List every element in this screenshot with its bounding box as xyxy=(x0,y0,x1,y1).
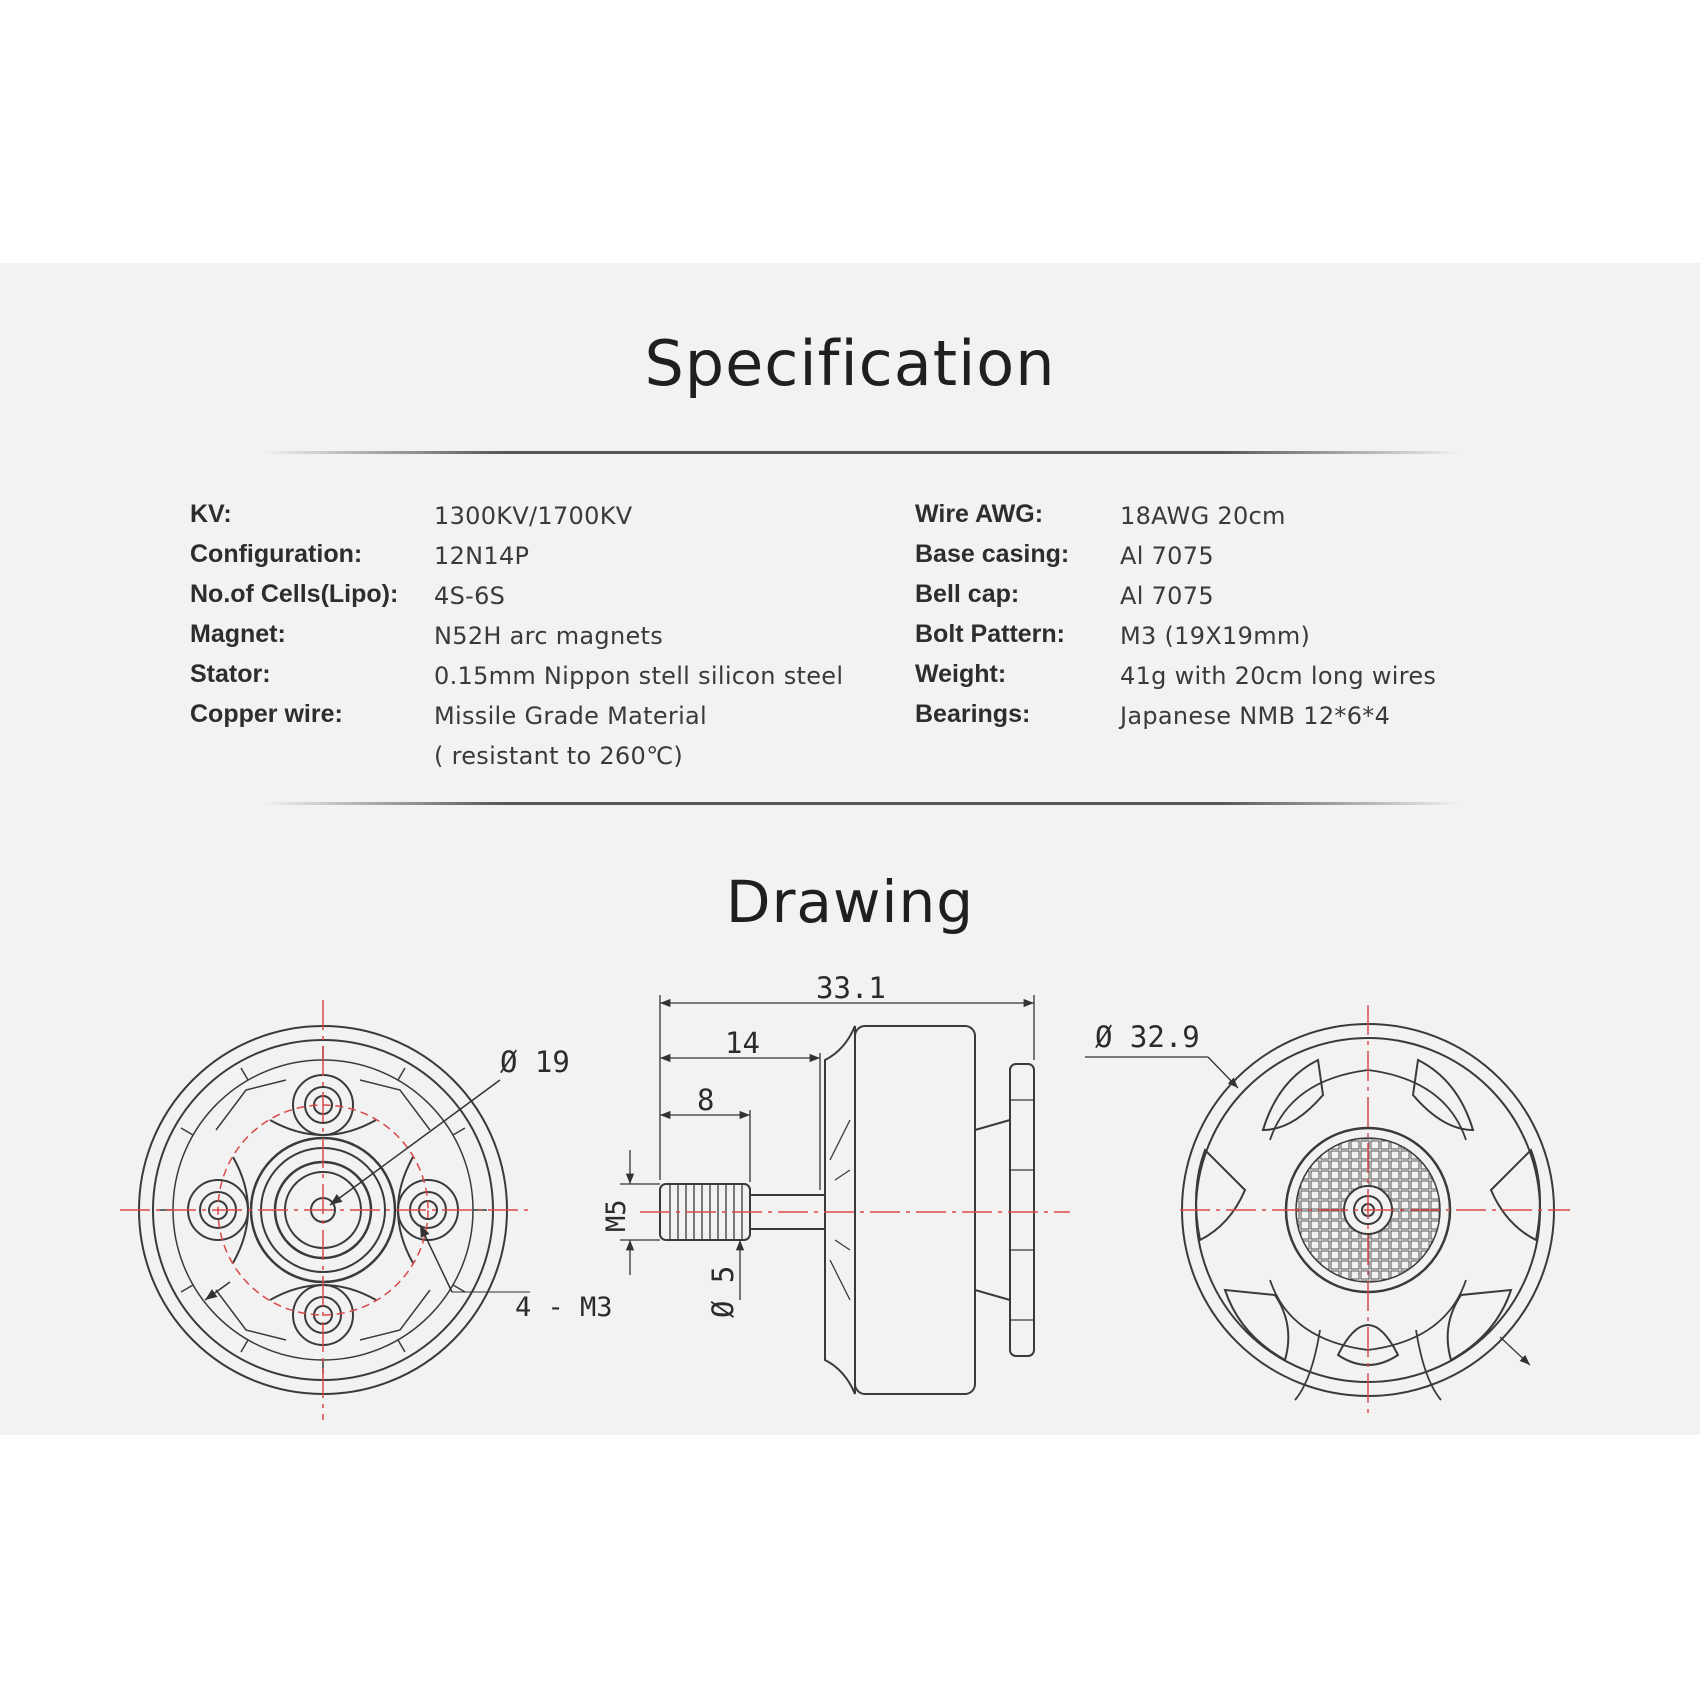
outer-diameter-dim: Ø 32.9 xyxy=(1095,1020,1200,1054)
spec-value: M3 (19X19mm) xyxy=(1120,622,1311,650)
length-14-dim: 14 xyxy=(725,1026,760,1060)
spec-value: 18AWG 20cm xyxy=(1120,502,1286,530)
divider-bottom xyxy=(262,802,1462,805)
spec-label: Stator: xyxy=(190,660,271,688)
spec-value: Japanese NMB 12*6*4 xyxy=(1120,702,1391,730)
spec-value: Al 7075 xyxy=(1120,542,1214,570)
spec-value: 1300KV/1700KV xyxy=(434,502,633,530)
shaft-diameter-dim: Ø 5 xyxy=(706,1265,740,1318)
divider-top xyxy=(262,451,1462,454)
spec-label: Configuration: xyxy=(190,540,363,568)
spec-label: Bearings: xyxy=(915,700,1031,728)
spec-value: ( resistant to 260℃) xyxy=(434,742,683,770)
spec-value: N52H arc magnets xyxy=(434,622,664,650)
spec-label: No.of Cells(Lipo): xyxy=(190,580,399,608)
spec-value: 41g with 20cm long wires xyxy=(1120,662,1437,690)
spec-label: KV: xyxy=(190,500,232,528)
spec-label: Weight: xyxy=(915,660,1007,688)
spec-value: 12N14P xyxy=(434,542,530,570)
spec-value: Missile Grade Material xyxy=(434,702,708,730)
drawing-heading: Drawing xyxy=(725,868,975,936)
length-8-dim: 8 xyxy=(697,1083,715,1117)
dims-side xyxy=(620,995,1034,1300)
overall-length-dim: 33.1 xyxy=(816,971,886,1005)
spec-label: Magnet: xyxy=(190,620,286,648)
spec-label: Bolt Pattern: xyxy=(915,620,1065,648)
spec-label: Bell cap: xyxy=(915,580,1020,608)
thread-dim: M5 xyxy=(601,1199,632,1232)
center-lines-left xyxy=(120,1000,530,1420)
technical-drawings xyxy=(0,940,1700,1435)
spec-value: Al 7075 xyxy=(1120,582,1214,610)
dim-labels-side xyxy=(601,971,886,1318)
spec-value: 4S-6S xyxy=(434,582,506,610)
spec-label: Base casing: xyxy=(915,540,1070,568)
hole-count-dim: 4 - M3 xyxy=(515,1292,613,1323)
center-lines-right xyxy=(1180,1005,1570,1415)
bolt-circle-dim: Ø 19 xyxy=(500,1045,570,1079)
motor-side-view xyxy=(660,1026,1034,1394)
specification-heading: Specification xyxy=(644,327,1056,400)
spec-label: Wire AWG: xyxy=(915,500,1044,528)
spec-label: Copper wire: xyxy=(190,700,343,728)
spec-value: 0.15mm Nippon stell silicon steel xyxy=(434,662,844,690)
